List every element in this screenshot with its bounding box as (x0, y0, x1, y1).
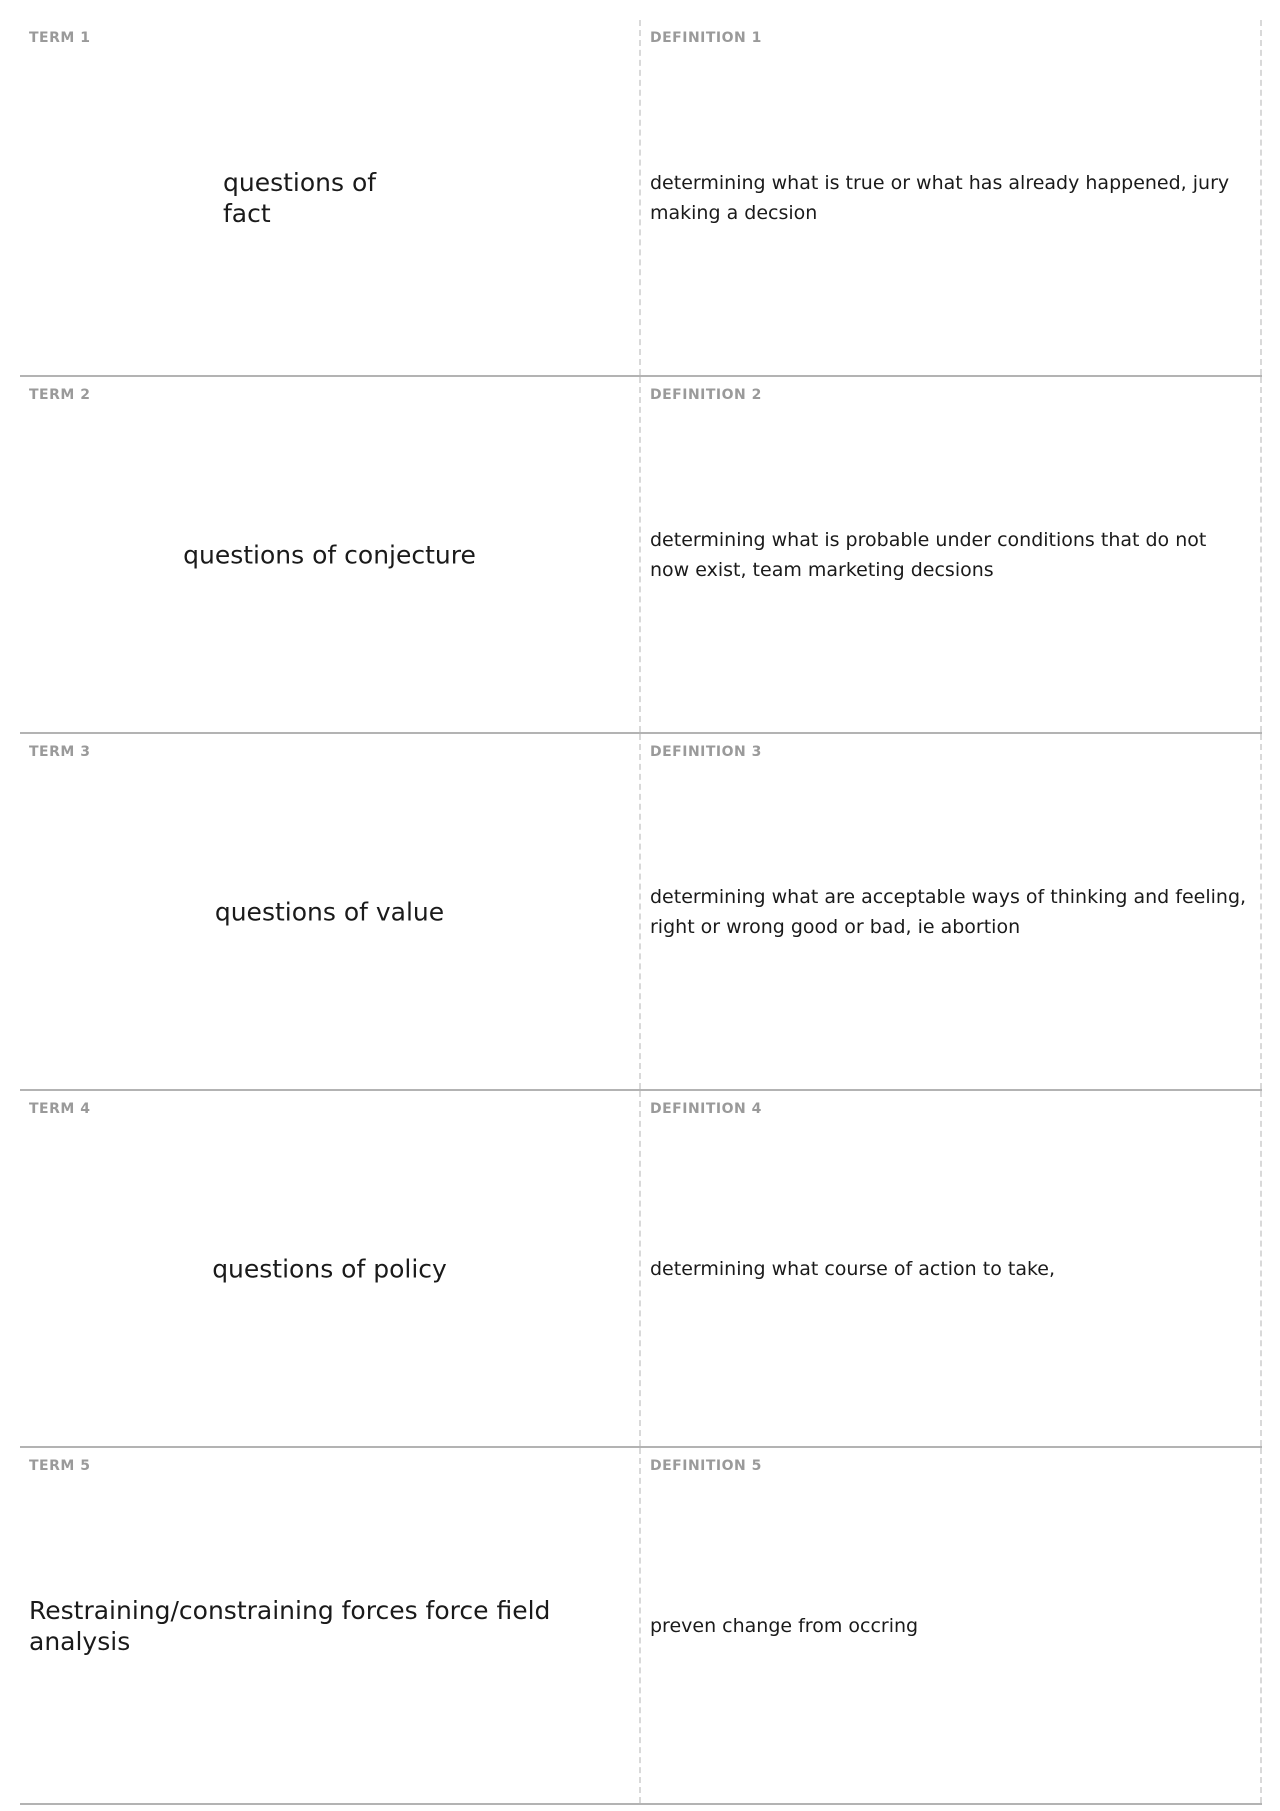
definition-text-2: determining what is probable under conditions that do not now exist, team marketing decsions (650, 528, 1207, 581)
definition-cell-3 (641, 734, 1262, 1089)
definition-label-1: DEFINITION 1 (650, 30, 762, 46)
term-label-4: TERM 4 (29, 1101, 91, 1117)
definition-text-1: determining what is true or what has already happened, jury making a decsion (650, 171, 1230, 224)
definition-cell-5 (641, 1448, 1262, 1803)
definition-label-4: DEFINITION 4 (650, 1101, 762, 1117)
term-label-2: TERM 2 (29, 387, 91, 403)
definition-cell-2 (641, 377, 1262, 732)
flashcard-row-3 (20, 734, 1262, 1091)
term-label-1: TERM 1 (29, 30, 91, 46)
term-text-2: questions of conjecture (183, 540, 476, 569)
definition-label-5: DEFINITION 5 (650, 1458, 762, 1474)
definition-text-3: determining what are acceptable ways of thinking and feeling, right or wrong good or bad, ie abortion (650, 885, 1247, 938)
definition-label-3: DEFINITION 3 (650, 744, 762, 760)
term-label-5: TERM 5 (29, 1458, 91, 1474)
term-cell-5 (20, 1448, 641, 1803)
term-cell-2 (20, 377, 641, 732)
flashcard-sheet (20, 20, 1262, 1805)
term-cell-1 (20, 20, 641, 375)
definition-text-4: determining what course of action to take, (650, 1257, 1056, 1280)
term-cell-4 (20, 1091, 641, 1446)
term-text-5: Restraining/constraining forces force field analysis (29, 1595, 551, 1656)
term-text-3: questions of value (214, 897, 445, 926)
term-text-4: questions of policy (212, 1254, 447, 1283)
flashcard-row-2 (20, 377, 1262, 734)
definition-cell-4 (641, 1091, 1262, 1446)
flashcard-row-1 (20, 20, 1262, 377)
definition-label-2: DEFINITION 2 (650, 387, 762, 403)
definition-cell-1 (641, 20, 1262, 375)
term-text-1: questions of fact (223, 167, 377, 228)
definition-text-5: preven change from occring (650, 1614, 919, 1637)
flashcard-row-4 (20, 1091, 1262, 1448)
term-label-3: TERM 3 (29, 744, 91, 760)
flashcard-row-5 (20, 1448, 1262, 1805)
term-cell-3 (20, 734, 641, 1089)
